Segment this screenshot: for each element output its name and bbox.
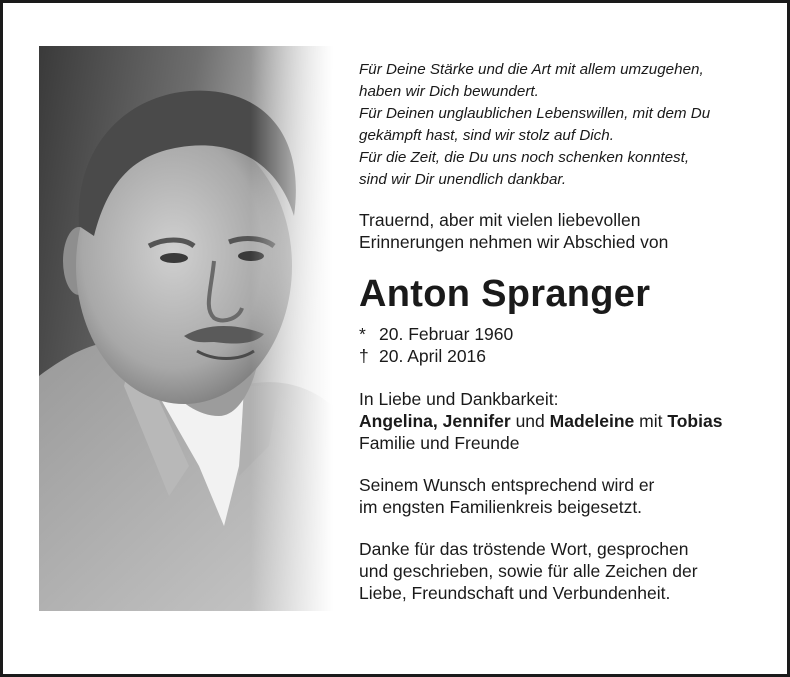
mourners-family: Familie und Freunde — [359, 433, 520, 453]
thanks-line: und geschrieben, sowie für alle Zeichen der — [359, 561, 698, 581]
poem-line: Für die Zeit, die Du uns noch schenken konntest, — [359, 149, 690, 166]
mourner-name-c: Tobias — [667, 411, 723, 431]
poem-line: Für Deine Stärke und die Art mit allem umzugehen, — [359, 61, 704, 78]
birth-symbol: * — [359, 324, 366, 344]
burial-note — [359, 474, 654, 518]
thanks-note — [359, 538, 698, 604]
life-dates — [359, 323, 513, 367]
death-date: 20. April 2016 — [379, 346, 487, 366]
death-symbol: † — [359, 346, 369, 366]
connector-und: und — [510, 411, 550, 431]
poem — [359, 59, 710, 191]
poem-line: haben wir Dich bewundert. — [359, 83, 539, 100]
intro-line: Erinnerungen nehmen wir Abschied von — [359, 232, 669, 252]
burial-note-line: im engsten Familienkreis beigesetzt. — [359, 497, 643, 517]
birth-date-row — [359, 323, 513, 345]
connector-mit: mit — [634, 411, 668, 431]
mourners-heading: In Liebe und Dankbarkeit: — [359, 389, 559, 409]
poem-line: gekämpft hast, sind wir stolz auf Dich. — [359, 127, 614, 144]
poem-line: Für Deinen unglaublichen Lebenswillen, mit dem Du — [359, 105, 711, 122]
poem-line: sind wir Dir unendlich dankbar. — [359, 171, 567, 188]
mourner-names-a: Angelina, Jennifer — [359, 411, 511, 431]
mourner-name-b: Madeleine — [549, 411, 635, 431]
burial-note-line: Seinem Wunsch entsprechend wird er — [359, 475, 655, 495]
birth-date: 20. Februar 1960 — [379, 324, 514, 344]
death-date-row — [359, 345, 513, 367]
intro-line: Trauernd, aber mit vielen liebevollen — [359, 210, 641, 230]
mourners — [359, 388, 722, 454]
thanks-line: Danke für das tröstende Wort, gesprochen — [359, 539, 689, 559]
thanks-line: Liebe, Freundschaft und Verbundenheit. — [359, 583, 671, 603]
portrait-photo-image — [39, 46, 333, 611]
mourners-names — [359, 410, 722, 432]
deceased-name: Anton Spranger — [359, 273, 651, 315]
farewell-intro — [359, 209, 668, 253]
portrait-photo — [39, 46, 333, 611]
